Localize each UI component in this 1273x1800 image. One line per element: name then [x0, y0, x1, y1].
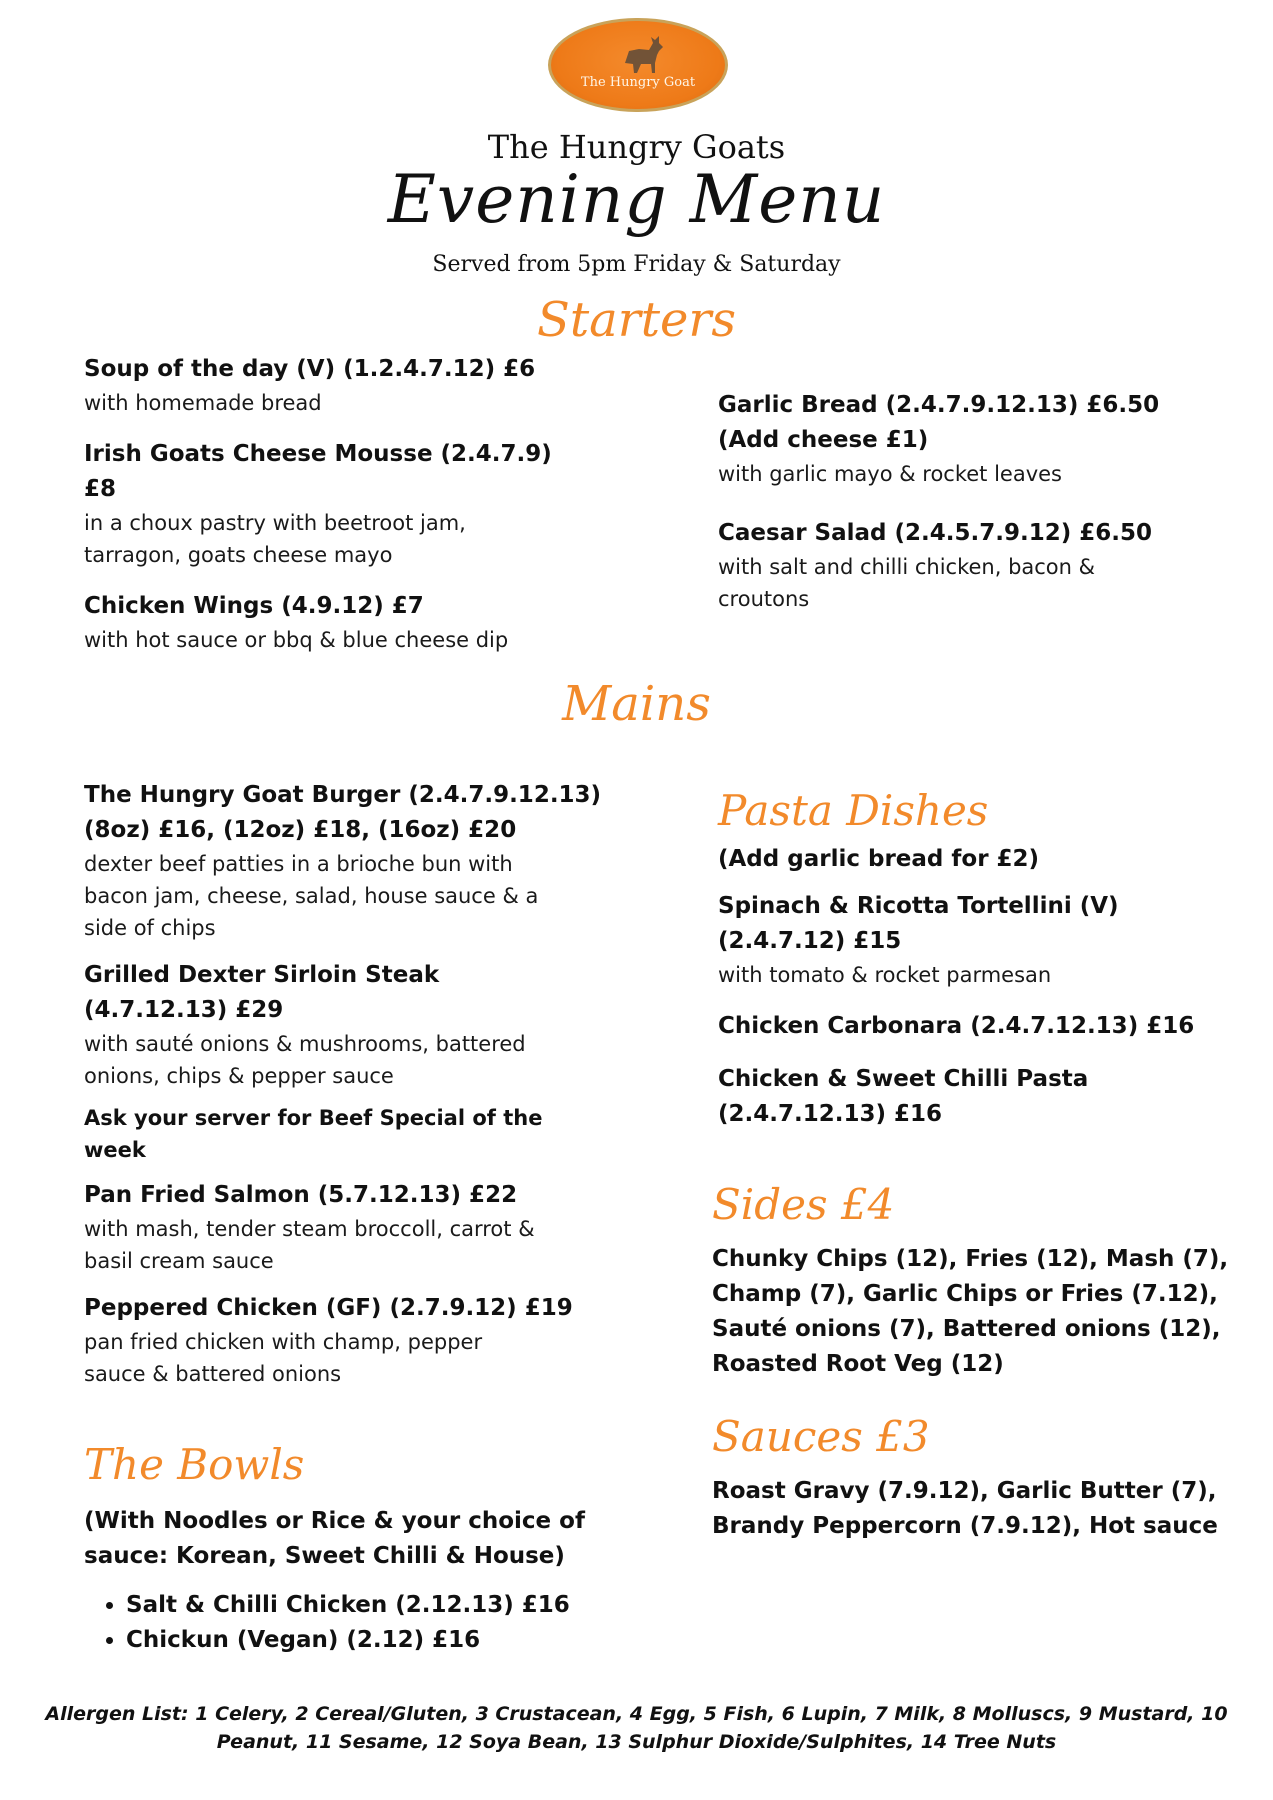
bowls-section: [84, 1504, 604, 1658]
logo: [548, 18, 728, 112]
item-name: Spinach & Ricotta Tortellini (V) (2.4.7.12) £15: [718, 893, 1119, 954]
page-title: Evening Menu: [387, 161, 886, 238]
restaurant-name: The Hungry Goats: [487, 128, 786, 166]
pasta-heading: Pasta Dishes: [718, 786, 989, 835]
item-description: pan fried chicken with champ, pepper sauce & battered onions: [84, 1330, 483, 1386]
goat-icon: [619, 33, 667, 77]
item-name: Chicken & Sweet Chilli Pasta (2.4.7.12.13) £16: [718, 1066, 1089, 1127]
menu-item: [84, 778, 604, 944]
sauces-list: Roast Gravy (7.9.12), Garlic Butter (7), Brandy Peppercorn (7.9.12), Hot sauce: [712, 1478, 1218, 1539]
item-name: Chicken Wings (4.9.12) £7: [84, 593, 424, 619]
starters-left-column: [84, 352, 584, 656]
item-name: Irish Goats Cheese Mousse (2.4.7.9) £8: [84, 441, 552, 502]
bowls-list: [84, 1588, 604, 1658]
item-description: with sauté onions & mushrooms, battered onions, chips & pepper sauce: [84, 1032, 526, 1088]
sauces-heading: Sauces £3: [712, 1412, 930, 1461]
item-description: with garlic mayo & rocket leaves: [718, 462, 1062, 486]
beef-special-note: Ask your server for Beef Special of the week: [84, 1106, 543, 1162]
menu-item: [718, 516, 1218, 615]
starters-right-column: [718, 388, 1218, 615]
logo-text: The Hungry Goat: [580, 75, 696, 90]
menu-item: [718, 1009, 1248, 1044]
menu-item: [718, 889, 1248, 991]
bowls-heading: The Bowls: [84, 1440, 305, 1489]
item-name: The Hungry Goat Burger (2.4.7.9.12.13) (8oz) £16, (12oz) £18, (16oz) £20: [84, 782, 602, 843]
menu-item: [84, 437, 584, 571]
item-name: Peppered Chicken (GF) (2.7.9.12) £19: [84, 1295, 573, 1321]
item-name: Garlic Bread (2.4.7.9.12.13) £6.50 (Add cheese £1): [718, 392, 1160, 453]
pasta-note: (Add garlic bread for £2): [718, 846, 1040, 872]
allergen-list: Allergen List: 1 Celery, 2 Cereal/Gluten, 3 Crustacean, 4 Egg, 5 Fish, 6 Lupin, 7 Milk, 8 Molluscs, 9 Mustard, 10 Peanut, 11 Sesame, 12 Soya Bean, 13 Sulphur Dioxide/Sulphites, 14 Tree Nuts: [45, 1703, 1228, 1753]
list-item: • Chickun (Vegan) (2.12) £16: [126, 1623, 604, 1658]
menu-item: [84, 1291, 604, 1390]
serving-times: Served from 5pm Friday & Saturday: [432, 252, 841, 277]
mains-column: [84, 778, 604, 1390]
item-description: with mash, tender steam broccoll, carrot & basil cream sauce: [84, 1217, 535, 1273]
menu-item: [84, 1178, 604, 1277]
menu-item: [84, 352, 584, 419]
item-name: Chicken Carbonara (2.4.7.12.13) £16: [718, 1013, 1195, 1039]
menu-item: [718, 1062, 1248, 1132]
item-description: with hot sauce or bbq & blue cheese dip: [84, 628, 509, 652]
starters-heading: Starters: [536, 292, 736, 348]
list-item: • Salt & Chilli Chicken (2.12.13) £16: [126, 1588, 604, 1623]
item-name: Pan Fried Salmon (5.7.12.13) £22: [84, 1182, 518, 1208]
menu-item: [84, 589, 584, 656]
item-description: dexter beef patties in a brioche bun with bacon jam, cheese, salad, house sauce & a side of chips: [84, 852, 539, 940]
sides-heading: Sides £4: [712, 1180, 895, 1229]
item-description: with homemade bread: [84, 391, 322, 415]
sides-list: Chunky Chips (12), Fries (12), Mash (7), Champ (7), Garlic Chips or Fries (7.12), Sauté onions (7), Battered onions (12), Roasted Root Veg (12): [712, 1246, 1229, 1377]
item-description: with salt and chilli chicken, bacon & croutons: [718, 555, 1096, 611]
mains-heading: Mains: [562, 676, 711, 732]
bowls-note: (With Noodles or Rice & your choice of sauce: Korean, Sweet Chilli & House): [84, 1508, 585, 1569]
menu-item: [718, 388, 1218, 490]
item-name: Soup of the day (V) (1.2.4.7.12) £6: [84, 356, 536, 382]
menu-item: [84, 958, 604, 1092]
item-description: in a choux pastry with beetroot jam, tarragon, goats cheese mayo: [84, 511, 466, 567]
item-description: with tomato & rocket parmesan: [718, 963, 1052, 987]
item-name: Caesar Salad (2.4.5.7.9.12) £6.50: [718, 520, 1153, 546]
pasta-column: [718, 842, 1248, 1132]
item-name: Grilled Dexter Sirloin Steak (4.7.12.13) £29: [84, 962, 440, 1023]
